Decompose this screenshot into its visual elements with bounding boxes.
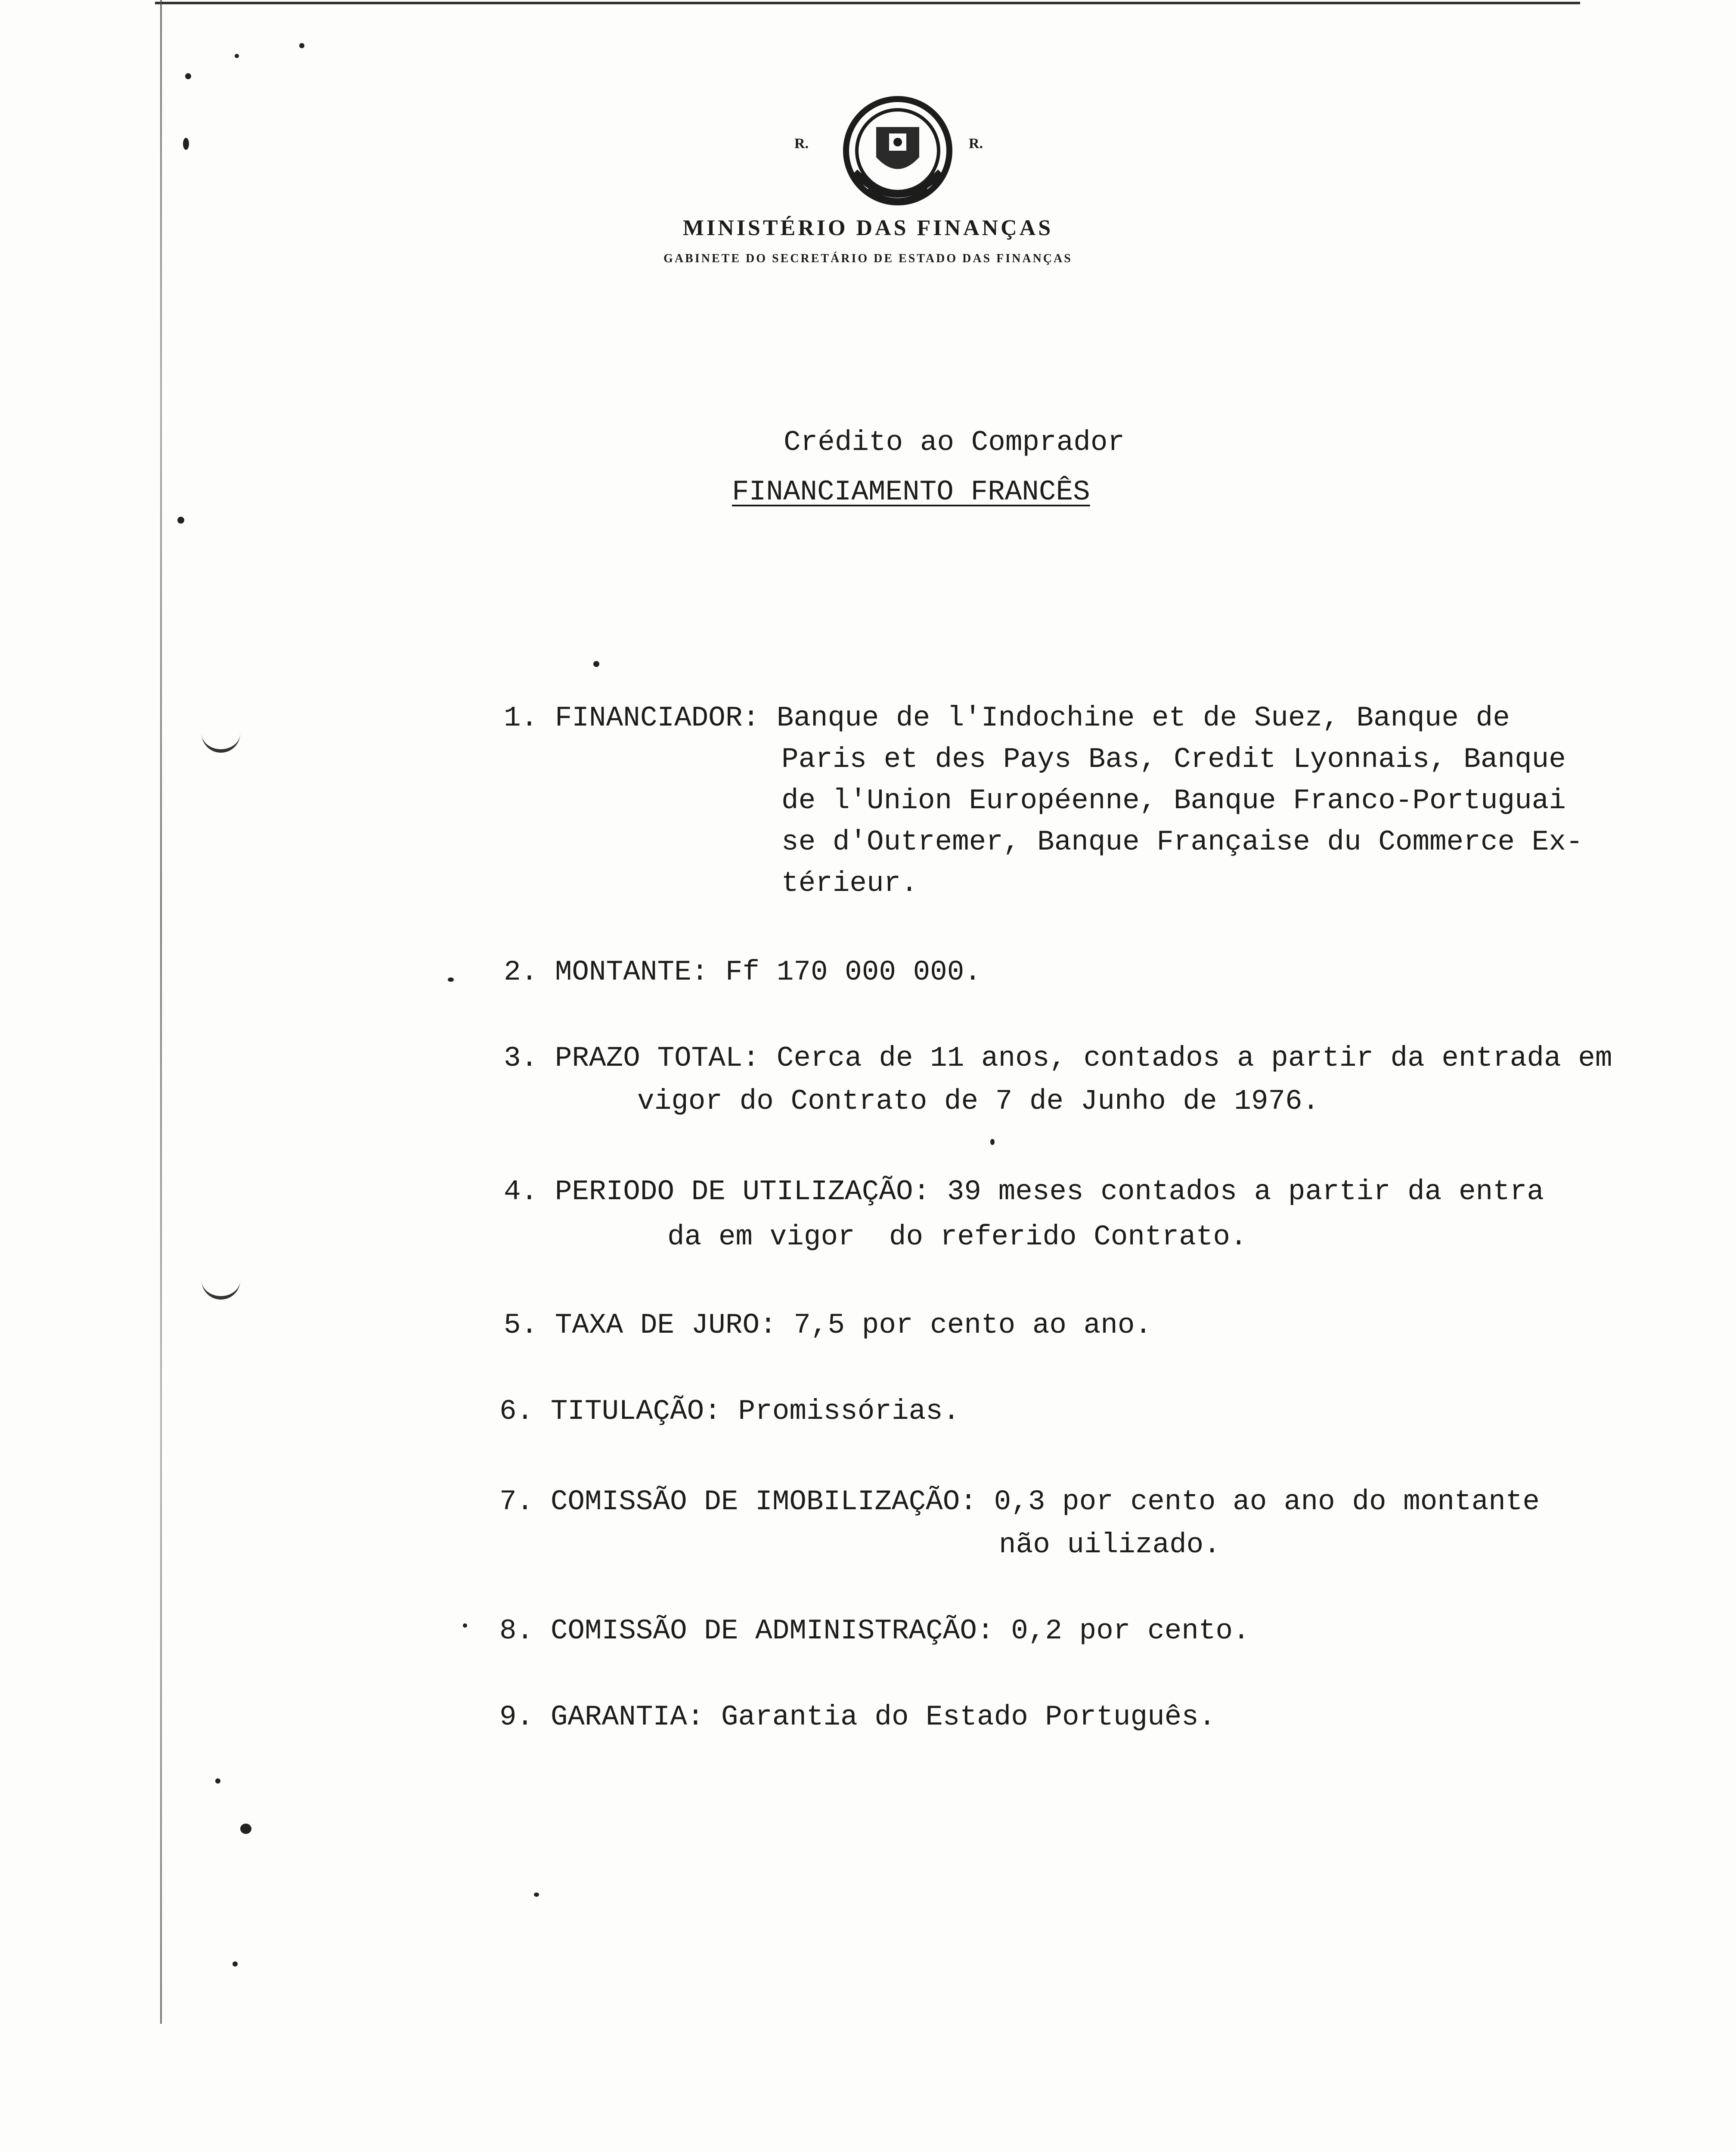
item-text: 0,3 por cento ao ano do montante	[994, 1486, 1540, 1518]
ministry-name: MINISTÉRIO DAS FINANÇAS	[682, 216, 1054, 240]
item-text-continuation: não uilizado.	[999, 1529, 1221, 1561]
item-text: 7,5 por cento ao ano.	[794, 1309, 1152, 1341]
item-label: TITULAÇÃO:	[550, 1395, 721, 1427]
list-item	[499, 1610, 1250, 1652]
scan-speck	[185, 73, 191, 79]
item-text-continuation: Paris et des Pays Bas, Credit Lyonnais, Banque	[781, 743, 1566, 776]
item-number: 4.	[504, 1176, 538, 1208]
scan-speck	[990, 1139, 995, 1145]
scan-speck	[448, 977, 454, 982]
item-text-continuation: vigor do Contrato de 7 de Junho de 1976.	[637, 1085, 1320, 1117]
item-text-continuation: de l'Union Européenne, Banque Franco-Portuguai	[781, 785, 1566, 817]
item-text-continuation: se d'Outremer, Banque Française du Commerce Ex-	[781, 826, 1583, 858]
list-item	[504, 1305, 1152, 1346]
item-label: PRAZO TOTAL:	[555, 1042, 760, 1074]
scan-speck	[215, 1778, 220, 1784]
list-item	[504, 1171, 1544, 1213]
list-item	[504, 1038, 1612, 1079]
cabinet-name: GABINETE DO SECRETÁRIO DE ESTADO DAS FINANÇAS	[663, 252, 1073, 265]
punch-hole-mark	[202, 728, 240, 753]
emblem-mark-left: R.	[794, 136, 809, 152]
scan-speck	[240, 1824, 251, 1834]
item-number: 3.	[504, 1042, 538, 1074]
scan-speck	[177, 517, 184, 524]
coat-of-arms-emblem	[829, 86, 967, 224]
scan-speck	[534, 1892, 539, 1897]
item-label: TAXA DE JURO:	[555, 1309, 777, 1341]
item-number: 6.	[499, 1395, 534, 1427]
emblem-mark-right: R.	[969, 136, 983, 152]
item-label: COMISSÃO DE IMOBILIZAÇÃO:	[550, 1486, 977, 1518]
item-label: COMISSÃO DE ADMINISTRAÇÃO:	[550, 1615, 994, 1647]
punch-hole-mark	[202, 1275, 240, 1300]
item-text: Garantia do Estado Português.	[721, 1701, 1216, 1733]
item-number: 1.	[504, 702, 538, 734]
item-text: 39 meses contados a partir da entra	[947, 1176, 1544, 1208]
item-text: Banque de l'Indochine et de Suez, Banque de	[776, 702, 1510, 734]
item-number: 9.	[499, 1701, 534, 1733]
item-number: 7.	[499, 1486, 534, 1518]
item-label: GARANTIA:	[550, 1701, 704, 1733]
item-label: MONTANTE:	[555, 956, 709, 988]
list-item	[499, 1391, 960, 1432]
item-number: 5.	[504, 1309, 538, 1341]
item-text-continuation: térieur.	[781, 867, 918, 900]
list-item	[499, 1481, 1540, 1523]
scan-top-rule	[155, 2, 1580, 4]
item-text: Cerca de 11 anos, contados a partir da entrada em	[776, 1042, 1612, 1074]
scan-speck	[235, 54, 239, 58]
document-subtitle: FINANCIAMENTO FRANCÊS	[732, 476, 1090, 508]
item-number: 8.	[499, 1615, 534, 1647]
item-text: 0,2 por cento.	[1011, 1615, 1250, 1647]
list-item	[499, 1697, 1216, 1738]
list-item	[504, 698, 1510, 739]
scan-speck	[183, 138, 189, 150]
item-number: 2.	[504, 956, 538, 988]
scan-left-edge	[160, 0, 162, 2024]
scan-speck	[232, 1961, 238, 1967]
scan-speck	[593, 661, 599, 667]
item-label: FINANCIADOR:	[555, 702, 760, 734]
scan-speck	[299, 43, 304, 48]
item-text: Promissórias.	[738, 1395, 960, 1427]
item-label: PERIODO DE UTILIZAÇÃO:	[555, 1176, 930, 1208]
document-title: Crédito ao Comprador	[784, 426, 1125, 459]
item-text-continuation: da em vigor do referido Contrato.	[667, 1221, 1247, 1253]
list-item	[504, 952, 981, 993]
scan-speck	[463, 1623, 467, 1628]
item-text: Ff 170 000 000.	[725, 956, 982, 988]
